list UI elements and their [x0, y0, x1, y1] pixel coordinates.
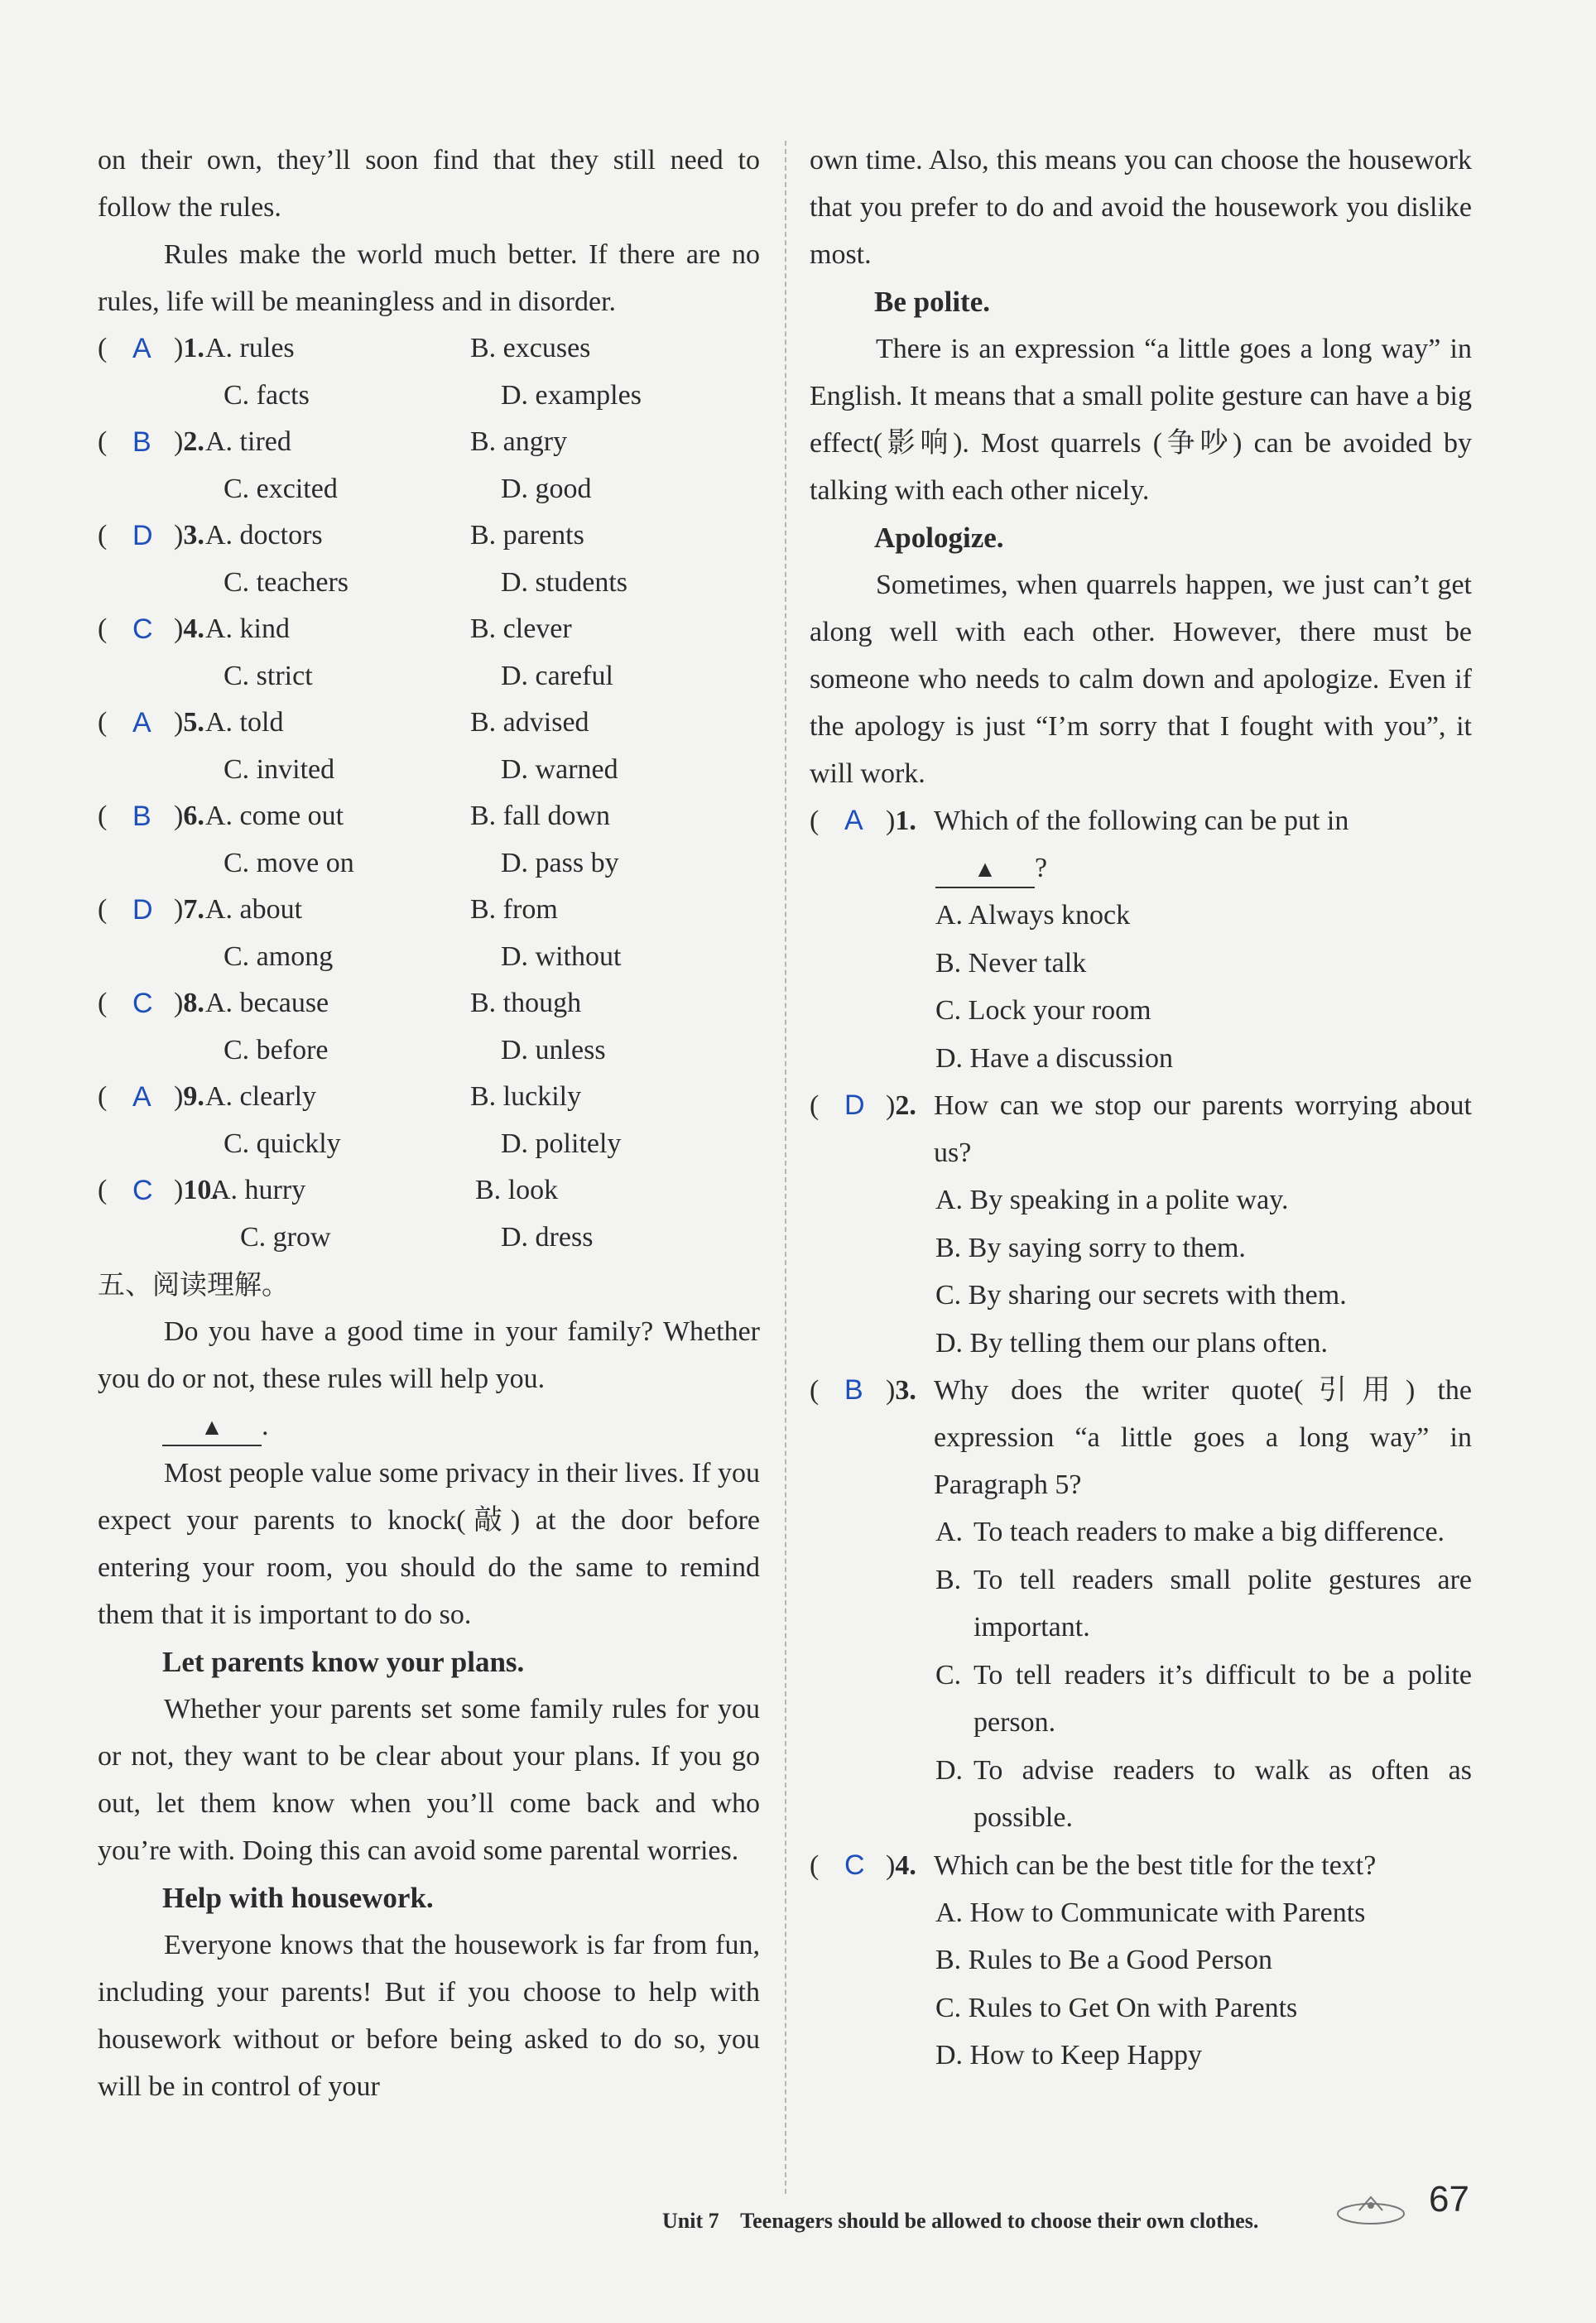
answer-letter: A: [844, 805, 863, 836]
q3-option-c: C. To tell readers it’s difficult to be a polite person.: [935, 1659, 1472, 1738]
left-column: [98, 137, 760, 2110]
option-d: D. students: [501, 566, 627, 598]
answer-letter: C: [132, 613, 153, 646]
option-b: B. though: [470, 988, 582, 1019]
blank-marker: ▲: [935, 854, 1035, 888]
question-number: 1.: [183, 333, 204, 364]
q2-option-d: D. By telling them our plans often.: [935, 1327, 1329, 1359]
q1-option-a: A. Always knock: [935, 900, 1131, 931]
cloze-row: [98, 793, 760, 840]
answer-bracket: ( D )3.: [98, 520, 204, 552]
option-d: D. warned: [501, 753, 618, 785]
answer-letter: A: [132, 333, 151, 365]
option-a: A. tired: [205, 426, 291, 458]
cloze-row: [98, 1167, 760, 1214]
answer-bracket: ( D )7.: [98, 894, 204, 926]
answer-letter: A: [132, 707, 151, 739]
column-divider: [785, 141, 786, 2194]
option-c: C. teachers: [224, 566, 349, 598]
q1-option-d: D. Have a discussion: [935, 1042, 1174, 1074]
answer-letter: B: [844, 1374, 863, 1406]
option-b: B. luckily: [470, 1081, 582, 1113]
reading-intro: Do you have a good time in your family? Whether you do or not, these rules will help you.: [98, 1316, 760, 1394]
option-d: D. good: [501, 473, 592, 504]
question-number: 9.: [183, 1081, 204, 1113]
heading-apologize: Apologize.: [874, 522, 1004, 554]
question-number: 7.: [183, 894, 204, 926]
footer-title: Teenagers should be allowed to choose their own clothes.: [740, 2209, 1259, 2233]
cloze-row-2: [98, 934, 760, 981]
answer-bracket: ( C )10.: [98, 1175, 219, 1207]
answer-bracket: ( C )8.: [98, 988, 204, 1020]
cloze-row: [98, 887, 760, 934]
right-column: [810, 137, 1472, 2080]
question-number: 1.: [895, 806, 916, 836]
cloze-row-2: [98, 747, 760, 794]
question-number: 8.: [183, 988, 204, 1019]
cloze-row-2: [98, 560, 760, 607]
cloze-row-2: [98, 1121, 760, 1168]
option-c: C. move on: [224, 847, 354, 878]
option-b: B. fall down: [470, 801, 611, 832]
question-number: 3.: [183, 520, 204, 551]
option-b: B. advised: [470, 707, 589, 738]
cloze-row: [98, 419, 760, 466]
q3-option-b: B. To tell readers small polite gestures are important.: [935, 1564, 1472, 1642]
cloze-row-2: [98, 1027, 760, 1075]
option-d: D. pass by: [501, 847, 619, 878]
option-c: C. excited: [224, 473, 338, 504]
option-a: A. hurry: [210, 1175, 306, 1206]
option-c: C. before: [224, 1034, 329, 1065]
option-a: A. kind: [205, 613, 290, 645]
q2-option-c: C. By sharing our secrets with them.: [935, 1280, 1347, 1311]
q3-option-a: A. To teach readers to make a big difference.: [935, 1517, 1445, 1547]
answer-bracket: ( B )2.: [98, 426, 204, 459]
option-a: A. come out: [205, 801, 344, 832]
question-stem: How can we stop our parents worrying about us?: [934, 1090, 1472, 1168]
cloze-row-2: [98, 466, 760, 513]
heading-plans: Let parents know your plans.: [162, 1646, 525, 1678]
answer-letter: D: [132, 894, 153, 926]
option-a: A. doctors: [205, 520, 323, 551]
question-number: 10.: [183, 1175, 219, 1206]
answer-letter: D: [132, 520, 153, 552]
reading-blank-line: ▲ .: [98, 1402, 760, 1450]
q2-option-a: A. By speaking in a polite way.: [935, 1185, 1289, 1215]
answer-letter: C: [844, 1849, 865, 1881]
cloze-row: [98, 325, 760, 373]
option-a: A. because: [205, 988, 329, 1019]
answer-bracket: ( A )9.: [98, 1081, 204, 1113]
q4-option-c: C. Rules to Get On with Parents: [935, 1992, 1298, 2023]
passage-continuation: on their own, they’ll soon find that they still need to follow the rules.: [98, 145, 760, 223]
option-c: C. strict: [224, 660, 313, 691]
heading-housework: Help with housework.: [162, 1882, 434, 1914]
question-number: 5.: [183, 707, 204, 738]
option-a: A. rules: [205, 333, 295, 364]
page-number: 67: [1429, 2179, 1469, 2220]
question-stem: Which can be the best title for the text?: [934, 1849, 1377, 1881]
option-d: D. without: [501, 940, 622, 972]
blank-tail: ?: [1035, 853, 1048, 883]
question-number: 3.: [895, 1375, 916, 1406]
page-footer: [662, 2209, 1258, 2234]
option-c: C. grow: [240, 1221, 331, 1253]
option-a: A. about: [205, 894, 303, 926]
answer-letter: B: [132, 426, 151, 459]
q2-option-b: B. By saying sorry to them.: [935, 1232, 1246, 1263]
option-a: A. told: [205, 707, 284, 738]
q4-option-b: B. Rules to Be a Good Person: [935, 1945, 1273, 1975]
answer-bracket: ( C )4.: [98, 613, 204, 646]
cloze-answers: [98, 325, 760, 1261]
section-title: 五、阅读理解。: [98, 1268, 289, 1301]
cloze-row: [98, 980, 760, 1027]
option-c: C. facts: [224, 379, 310, 411]
option-c: C. quickly: [224, 1128, 341, 1159]
question-4: ( C )4. Which can be the best title for the text?: [810, 1842, 1472, 1889]
answer-bracket: ( A )5.: [98, 707, 204, 739]
answer-letter: C: [132, 1175, 153, 1207]
question-number: 2.: [895, 1090, 916, 1121]
answer-letter: C: [132, 988, 153, 1020]
option-b: B. look: [475, 1175, 559, 1206]
option-b: B. angry: [470, 426, 568, 458]
option-b: B. clever: [470, 613, 572, 645]
answer-bracket: ( B )6.: [98, 801, 204, 833]
question-number: 4.: [895, 1849, 916, 1881]
question-stem: Which of the following can be put in: [934, 806, 1349, 836]
answer-letter: B: [132, 801, 151, 833]
option-b: B. parents: [470, 520, 584, 551]
question-stem: Why does the writer quote(引用) the expression “a little goes a long way” in Paragraph 5?: [934, 1375, 1472, 1500]
option-d: D. politely: [501, 1128, 622, 1159]
q1-blank-line: [810, 844, 1472, 892]
option-b: B. from: [470, 894, 558, 926]
question-1: ( A )1. Which of the following can be put in: [810, 797, 1472, 844]
cloze-row: [98, 1074, 760, 1121]
reading-plans: Whether your parents set some family rules for you or not, they want to be clear about your plans. If you go out, let them know when you’ll come back and who you’re with. Doing this can avoid some parental worries.: [98, 1694, 760, 1866]
answer-letter: D: [844, 1089, 865, 1121]
option-a: A. clearly: [205, 1081, 317, 1113]
reading-privacy: Most people value some privacy in their lives. If you expect your parents to knock(敲) at the door before entering your room, you should do the same to remind them that it is important to do so.: [98, 1458, 760, 1630]
cloze-row: [98, 606, 760, 653]
q4-option-a: A. How to Communicate with Parents: [935, 1897, 1366, 1928]
passage-closing: Rules make the world much better. If there are no rules, life will be meaningless and in disorder.: [98, 239, 760, 317]
option-d: D. careful: [501, 660, 613, 691]
question-number: 6.: [183, 801, 204, 832]
option-b: B. excuses: [470, 333, 591, 364]
reading-polite: There is an expression “a little goes a long way” in English. It means that a small polite gesture can have a big effect(影响). Most quarrels (争吵) can be avoided by talking with each other nicely.: [810, 334, 1472, 506]
option-c: C. among: [224, 940, 334, 972]
cloze-row-2: [98, 373, 760, 420]
question-3: ( B )3. Why does the writer quote(引用) the expression “a little goes a long way” in Paragraph 5?: [810, 1367, 1472, 1508]
q1-option-b: B. Never talk: [935, 947, 1087, 979]
cloze-row-2: [98, 840, 760, 887]
cloze-row: [98, 700, 760, 747]
option-c: C. invited: [224, 753, 335, 785]
answer-bracket: ( A )1.: [98, 333, 204, 365]
q1-option-c: C. Lock your room: [935, 995, 1151, 1026]
reading-housework-cont: own time. Also, this means you can choose the housework that you prefer to do and avoid the housework you dislike most.: [810, 145, 1472, 270]
question-number: 4.: [183, 613, 204, 645]
question-number: 2.: [183, 426, 204, 458]
cloze-row: [98, 512, 760, 560]
reading-apologize: Sometimes, when quarrels happen, we just can’t get along well with each other. However, there must be someone who needs to calm down and apologize. Even if the apology is just “I’m sorry that I fought with you”, it will work.: [810, 570, 1472, 789]
option-d: D. unless: [501, 1034, 606, 1065]
question-2: ( D )2. How can we stop our parents worrying about us?: [810, 1082, 1472, 1176]
option-d: D. examples: [501, 379, 642, 411]
reading-housework: Everyone knows that the housework is far from fun, including your parents! But if you choose to help with housework without or before being asked to do so, you will be in control of your: [98, 1930, 760, 2102]
publisher-logo-icon: [1334, 2191, 1407, 2227]
footer-unit: Unit 7: [662, 2209, 719, 2233]
cloze-row-2: [98, 1214, 760, 1262]
heading-polite: Be polite.: [874, 286, 990, 318]
option-d: D. dress: [501, 1221, 594, 1253]
q3-option-d: D. To advise readers to walk as often as possible.: [935, 1754, 1472, 1833]
q4-option-d: D. How to Keep Happy: [935, 2040, 1202, 2070]
cloze-row-2: [98, 653, 760, 700]
blank-marker: ▲: [162, 1412, 262, 1446]
answer-letter: A: [132, 1081, 151, 1113]
